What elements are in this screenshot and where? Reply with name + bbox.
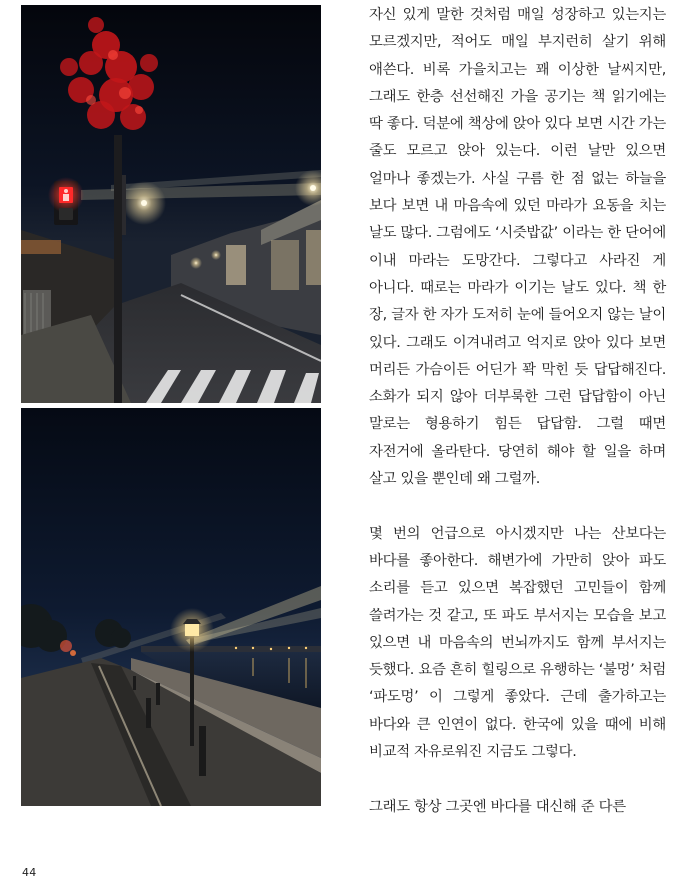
- paragraph: 자신 있게 말한 것처럼 매일 성장하고 있는지는 모르겠지만, 적어도 매일 부지런히 살기 위해 애쓴다. 비록 가을치고는 꽤 이상한 날씨지만, 그래도 한층 선선해진 가을 공기는 책 읽기에는 딱 좋다. 덕분에 책상에 앉아 있다 보면 시간 가는 줄도 모르고 앉아 있는다. 이런 날만 있으면 얼마나 좋겠는가. 사실 구름 한 점 없는 하늘을 보다 보면 내 마음속에 있던 마라가 요동을 치는 날도 많다. 그럼에도 ‘시즛밥값’ 이라는 한 단어에 이내 마라는 도망간다. 그렇다고 사라진 게 아니다. 때로는 마라가 이기는 날도 있다. 책 한 장, 글자 한 자가 도저히 눈에 들어오지 않는 날이 있다. 그래도 이겨내려고 억지로 앉아 있다 보면 머리든 가슴이든 어딘가 꽉 막힌 듯 답답해진다. 소화가 되지 않아 더부룩한 그런 답답함이 아닌 말로는 형용하기 힘든 답답함. 그럴 때면 자전거에 올라탄다. 당연히 해야 할 일을 하며 살고 있을 뿐인데 왜 그럴까.: [369, 7, 666, 488]
- night-riverside-photo: [21, 408, 321, 806]
- night-riverside-image: [21, 408, 321, 806]
- paragraph: 몇 번의 언급으로 아시겠지만 나는 산보다는 바다를 좋아한다. 해변가에 가만히 앉아 파도 소리를 듣고 있으면 복잡했던 고민들이 함께 쓸려가는 것 같고, 또 파도 부서지는 모습을 보고 있으면 내 마음속의 번뇌까지도 함께 부서지는 듯했다. 요즘 흔히 힐링으로 유행하는 ‘불멍’ 처럼 ‘파도멍’ 이 그렇게 좋았다. 근데 출가하고는 바다와 큰 인연이 없다. 한국에 있을 때에 비해 비교적 자유로워진 지금도 그렇다.: [369, 525, 666, 761]
- paragraph: 그래도 항상 그곳엔 바다를 대신해 준 다른: [369, 798, 626, 815]
- night-street-image: [21, 5, 321, 403]
- article-body: [369, 2, 666, 821]
- night-street-photo: [21, 5, 321, 403]
- page-number: 44: [22, 866, 37, 879]
